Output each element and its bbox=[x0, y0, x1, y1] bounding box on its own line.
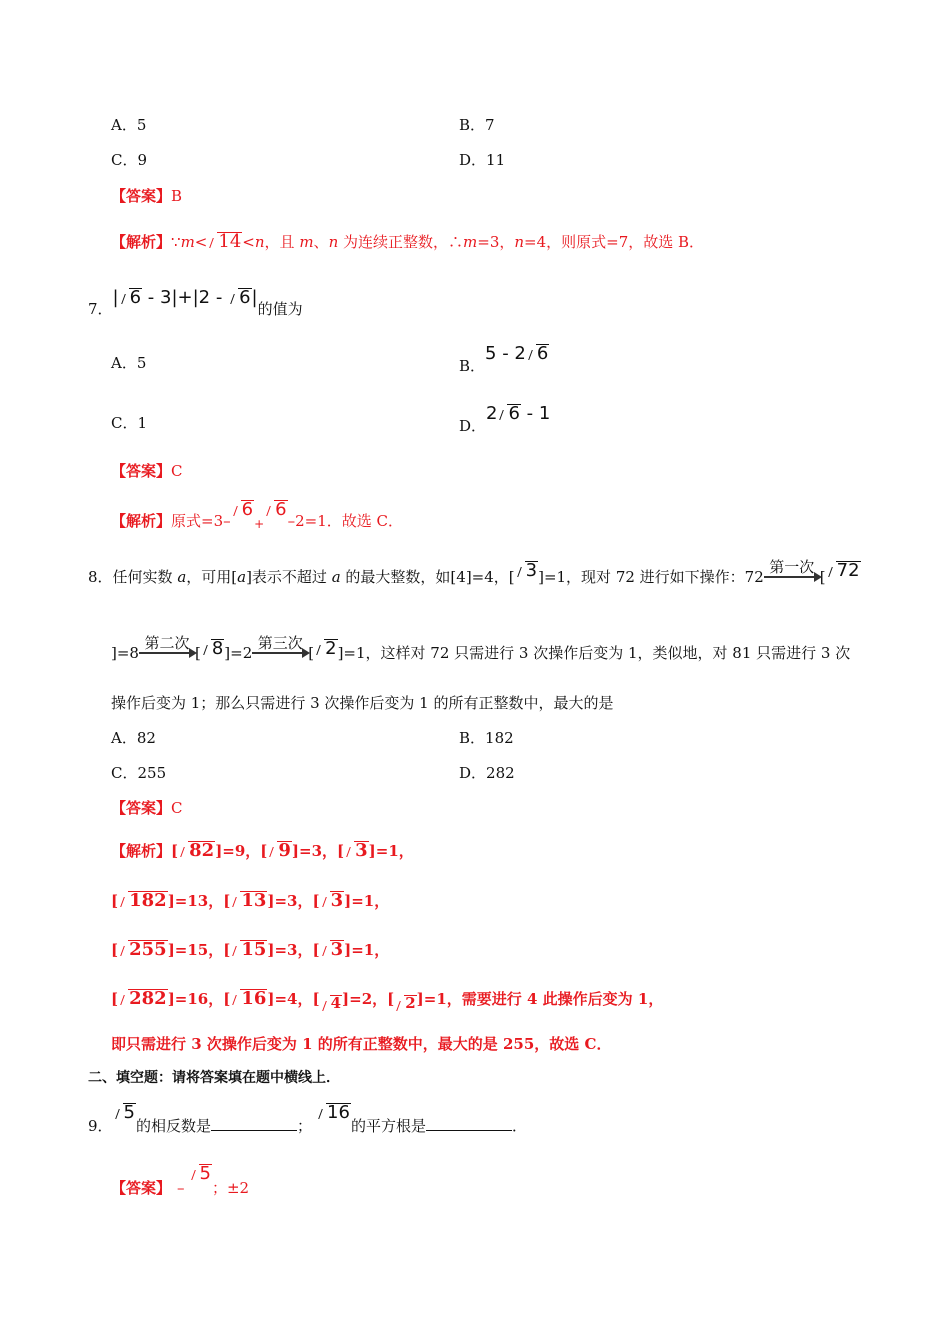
q6-answer bbox=[111, 189, 182, 204]
q8-explanation-line2: [ 182]=13，[ 13]=3，[ 3]=1， bbox=[111, 890, 390, 911]
operation-arrow: 第一次 bbox=[764, 560, 820, 578]
q8-option-a: A．82 bbox=[111, 729, 156, 747]
q8-option-b: B．182 bbox=[459, 729, 514, 747]
sqrt-16: 16 bbox=[316, 1103, 351, 1122]
q7-option-b: B．5 - 2 6 bbox=[459, 343, 549, 375]
var-m: m bbox=[299, 233, 314, 251]
text: 、 bbox=[313, 233, 329, 251]
q8-explanation-line3: [ 255]=15，[ 15]=3，[ 3]=1， bbox=[111, 939, 390, 960]
text: 为连续正整数，∴ bbox=[338, 233, 464, 251]
answer-tag: 【答案】 bbox=[111, 1179, 172, 1197]
var-n: n bbox=[514, 233, 525, 251]
q8-answer bbox=[111, 801, 183, 816]
option-d-expr: 2 6 - 1 bbox=[486, 403, 551, 424]
answer-tag: 【答案】 bbox=[111, 462, 172, 480]
sqrt-3: 3 bbox=[515, 561, 538, 580]
q7-answer bbox=[111, 464, 183, 479]
q8-stem-line1: 8．任何实数 a，可用[a]表示不超过 a 的最大整数，如[4]=4，[ 3]=1，现对 72 进行如下操作：72 第一次 [ 72 bbox=[88, 558, 860, 586]
q7-expression: | 6 - 3|+|2 - 6| bbox=[112, 287, 258, 308]
answer-value: ±2 bbox=[226, 1179, 250, 1197]
q8-option-c: C．255 bbox=[111, 764, 167, 782]
lt-symbol: < bbox=[242, 233, 255, 251]
q7-option-a: A．5 bbox=[111, 354, 147, 372]
lt-symbol: < bbox=[194, 233, 208, 251]
q6-option-b: B．7 bbox=[459, 116, 495, 134]
explanation-tag: 【解析】 bbox=[111, 233, 172, 251]
q7-option-c: C．1 bbox=[111, 414, 148, 432]
q6-option-c: C．9 bbox=[111, 151, 148, 169]
answer-blank-2[interactable] bbox=[426, 1118, 512, 1131]
var-m: m bbox=[180, 233, 195, 251]
explanation-tag: 【解析】 bbox=[111, 512, 172, 530]
answer-value: B bbox=[171, 187, 183, 205]
q8-explanation-line5: 即只需进行 3 次操作后变为 1 的所有正整数中，最大的是 255，故选 C． bbox=[111, 1035, 612, 1053]
sqrt-72: 72 bbox=[826, 561, 861, 580]
q9-stem: 9．5的相反数是 ；16的平方根是 ． bbox=[88, 1102, 527, 1135]
q9-answer: 【答案】 –5；±2 bbox=[111, 1163, 250, 1197]
q6-explanation bbox=[111, 232, 704, 251]
answer-tag: 【答案】 bbox=[111, 187, 172, 205]
q7-stem bbox=[88, 288, 303, 317]
text: =4，则原式=7，故选 B． bbox=[524, 233, 705, 251]
q7-tail: 的值为 bbox=[257, 300, 303, 318]
option-b-expr: 5 - 2 6 bbox=[485, 343, 549, 364]
sqrt-14: 14 bbox=[207, 232, 242, 251]
explanation-tag: 【解析】 bbox=[111, 842, 172, 860]
q8-explanation-line4: [ 282]=16，[ 16]=4，[ 4]=2，[ 2]=1，需要进行 4 此操作后变为 1， bbox=[111, 988, 664, 1012]
q8-option-d: D．282 bbox=[459, 764, 515, 782]
sqrt-8: 8 bbox=[201, 639, 224, 658]
sqrt-2: 2 bbox=[314, 639, 337, 658]
sqrt-6: 6 bbox=[231, 500, 254, 519]
q7-option-d: D．2 6 - 1 bbox=[459, 403, 551, 435]
answer-tag: 【答案】 bbox=[111, 799, 172, 817]
sqrt-6: 6 bbox=[264, 500, 287, 519]
operation-arrow: 第三次 bbox=[252, 636, 308, 654]
q6-option-d: D．11 bbox=[459, 151, 506, 169]
answer-value: C bbox=[171, 799, 183, 817]
var-n: n bbox=[328, 233, 339, 251]
operation-arrow: 第二次 bbox=[139, 636, 195, 654]
answer-blank-1[interactable] bbox=[211, 1118, 297, 1131]
q8-explanation-line1: 【解析】[ 82]=9，[ 9]=3，[ 3]=1， bbox=[111, 840, 414, 861]
q8-stem-line3: 操作后变为 1；那么只需进行 3 次操作后变为 1 的所有正整数中，最大的是 bbox=[111, 694, 614, 712]
var-n: n bbox=[254, 233, 265, 251]
text: =3， bbox=[477, 233, 515, 251]
because-symbol: ∵ bbox=[171, 233, 181, 251]
answer-value: C bbox=[171, 462, 183, 480]
section-heading: 二、填空题：请将答案填在题中横线上． bbox=[88, 1070, 340, 1086]
sqrt-5: 5 bbox=[189, 1164, 212, 1183]
q8-stem-line2: ]=8 第二次 [ 8]=2 第三次 [ 2]=1，这样对 72 只需进行 3 次操作后变为 1，类似地，对 81 只需进行 3 次 bbox=[111, 634, 851, 662]
question-number: 7． bbox=[88, 300, 113, 318]
sqrt-5: 5 bbox=[113, 1103, 136, 1122]
q7-explanation: 【解析】原式$=3-6_+6-2=1$．故选 C． bbox=[111, 499, 404, 531]
q6-option-a: A．5 bbox=[111, 116, 147, 134]
text: ，且 bbox=[264, 233, 300, 251]
var-m: m bbox=[463, 233, 478, 251]
